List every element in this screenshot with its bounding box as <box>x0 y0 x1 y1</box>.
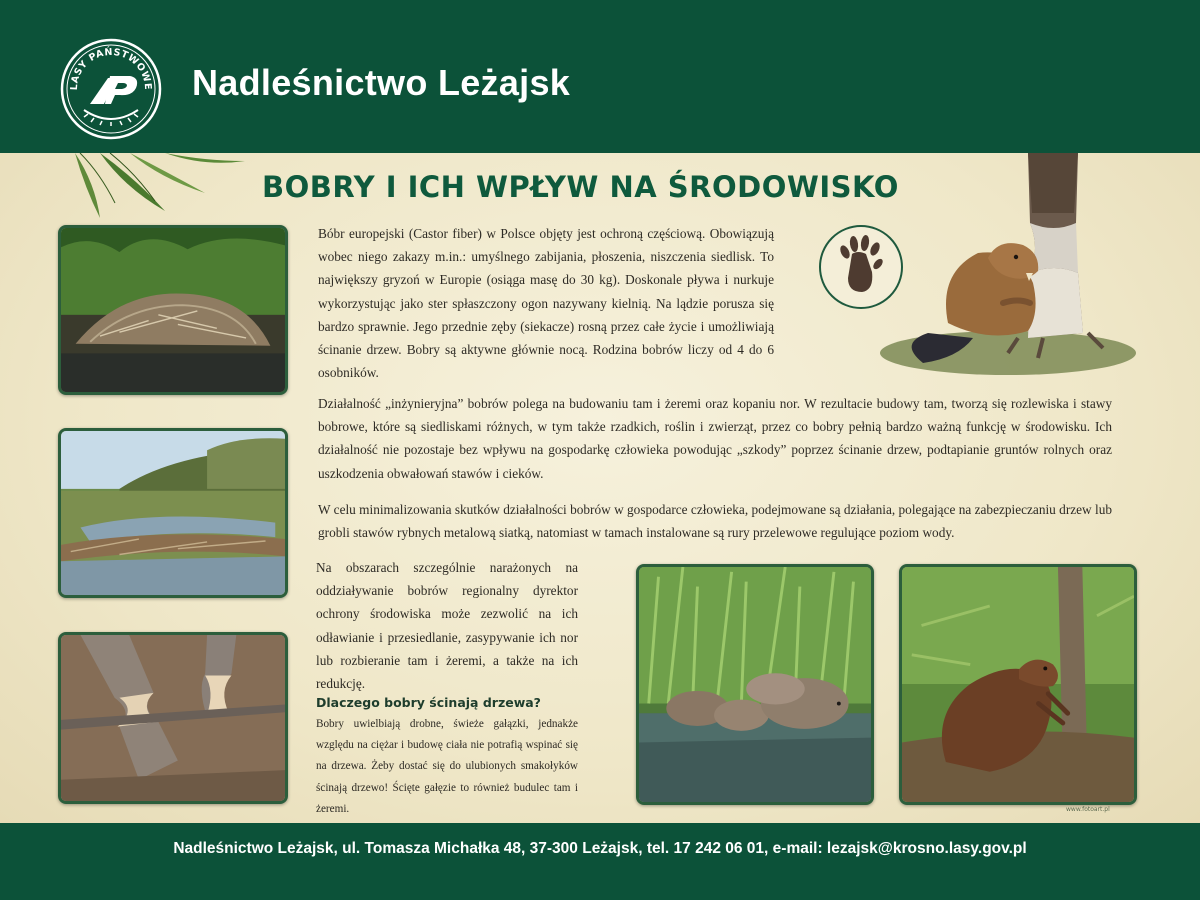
board-title: BOBRY I ICH WPŁYW NA ŚRODOWISKO <box>262 170 899 204</box>
photo-beaver-on-bank <box>899 564 1137 805</box>
footer-address: Nadleśnictwo Leżajsk, ul. Tomasza Michałka 48, 37-300 Leżajsk, tel. 17 242 06 01, e-mail: lezajsk@krosno.lasy.gov.pl <box>173 840 1027 857</box>
paragraph-engineering: Działalność „inżynieryjna” bobrów polega na budowaniu tam i żeremi oraz kopaniu nor. W rezultacie budowy tam, tworzą się rozlewiska i stawy bobrowe, które są siedliskami różnych, w tym także rzadkich, roślin i zwierząt, przez co bobry pełnią bardzo ważną funkcję w środowisku. Ich działalność nie pozostaje bez wpływu na gospodarkę człowieka powodując „szkody” poprzez ścinanie drzew, podtapianie gruntów rolnych oraz uszkodzenia obwałowań stawów i cieków. <box>318 396 1112 481</box>
photo-beavers-in-water <box>636 564 874 805</box>
photo-credit: www.fotoart.pl <box>1066 806 1110 813</box>
paragraph-species-info: Bóbr europejski (Castor fiber) w Polsce objęty jest ochroną częściową. Obowiązują wobec niego zakazy m.in.: umyślnego zabijania, płoszenia, niszczenia siedlisk. To największy gryzoń w Europie (osiąga masę do 30 kg). Doskonale pływa i nurkuje wykorzystując jako ster spłaszczony ogon nazywany kielnią. Na lądzie porusza się bardzo sprawnie. Jego przednie zęby (siekacze) rosną przez całe życie i umożliwiają ścinanie drzew. Bobry są aktywne głównie nocą. Rodzina bobrów liczy od 4 do 6 osobników. <box>318 226 774 381</box>
paragraph-regulation: Na obszarach szczególnie narażonych na oddziaływanie bobrów regionalny dyrektor ochrony środowiska może zezwolić na ich odławianie i przesiedlanie, zasypywanie ich nor lub rozbieranie tam i żeremi, a także na ich redukcję. <box>316 560 578 692</box>
logo-text: LASY PAŃSTWOWE <box>68 46 154 91</box>
organization-title: Nadleśnictwo Leżajsk <box>192 62 571 103</box>
paragraph-why-trees: Bobry uwielbiają drobne, świeże gałązki, jednakże względu na ciężar i budowę ciała nie potrafią wspinać się na drzewa. Żeby dostać się do ulubionych smakołyków ścinają drzewo! Ścięte gałęzie to również budulec tam i żeremi. <box>316 718 578 815</box>
footer-bar <box>0 823 1200 900</box>
photo-gnawed-trees <box>58 632 288 804</box>
lasy-panstwowe-logo <box>60 38 162 140</box>
paragraph-mitigation: W celu minimalizowania skutków działalności bobrów w gospodarce człowieka, podejmowane są działania, polegające na zabezpieczaniu drzew lub grobli stawów rybnych metalową siatką, natomiast w tamach instalowane są rury przelewowe regulujące poziom wody. <box>318 502 1112 541</box>
header-bar <box>0 0 1200 153</box>
leaves-decoration <box>55 153 255 223</box>
beaver-illustration <box>878 153 1140 379</box>
photo-beaver-lodge <box>58 225 288 395</box>
photo-beaver-dam <box>58 428 288 598</box>
subheading-why-trees: Dlaczego bobry ścinają drzewa? <box>316 695 541 710</box>
